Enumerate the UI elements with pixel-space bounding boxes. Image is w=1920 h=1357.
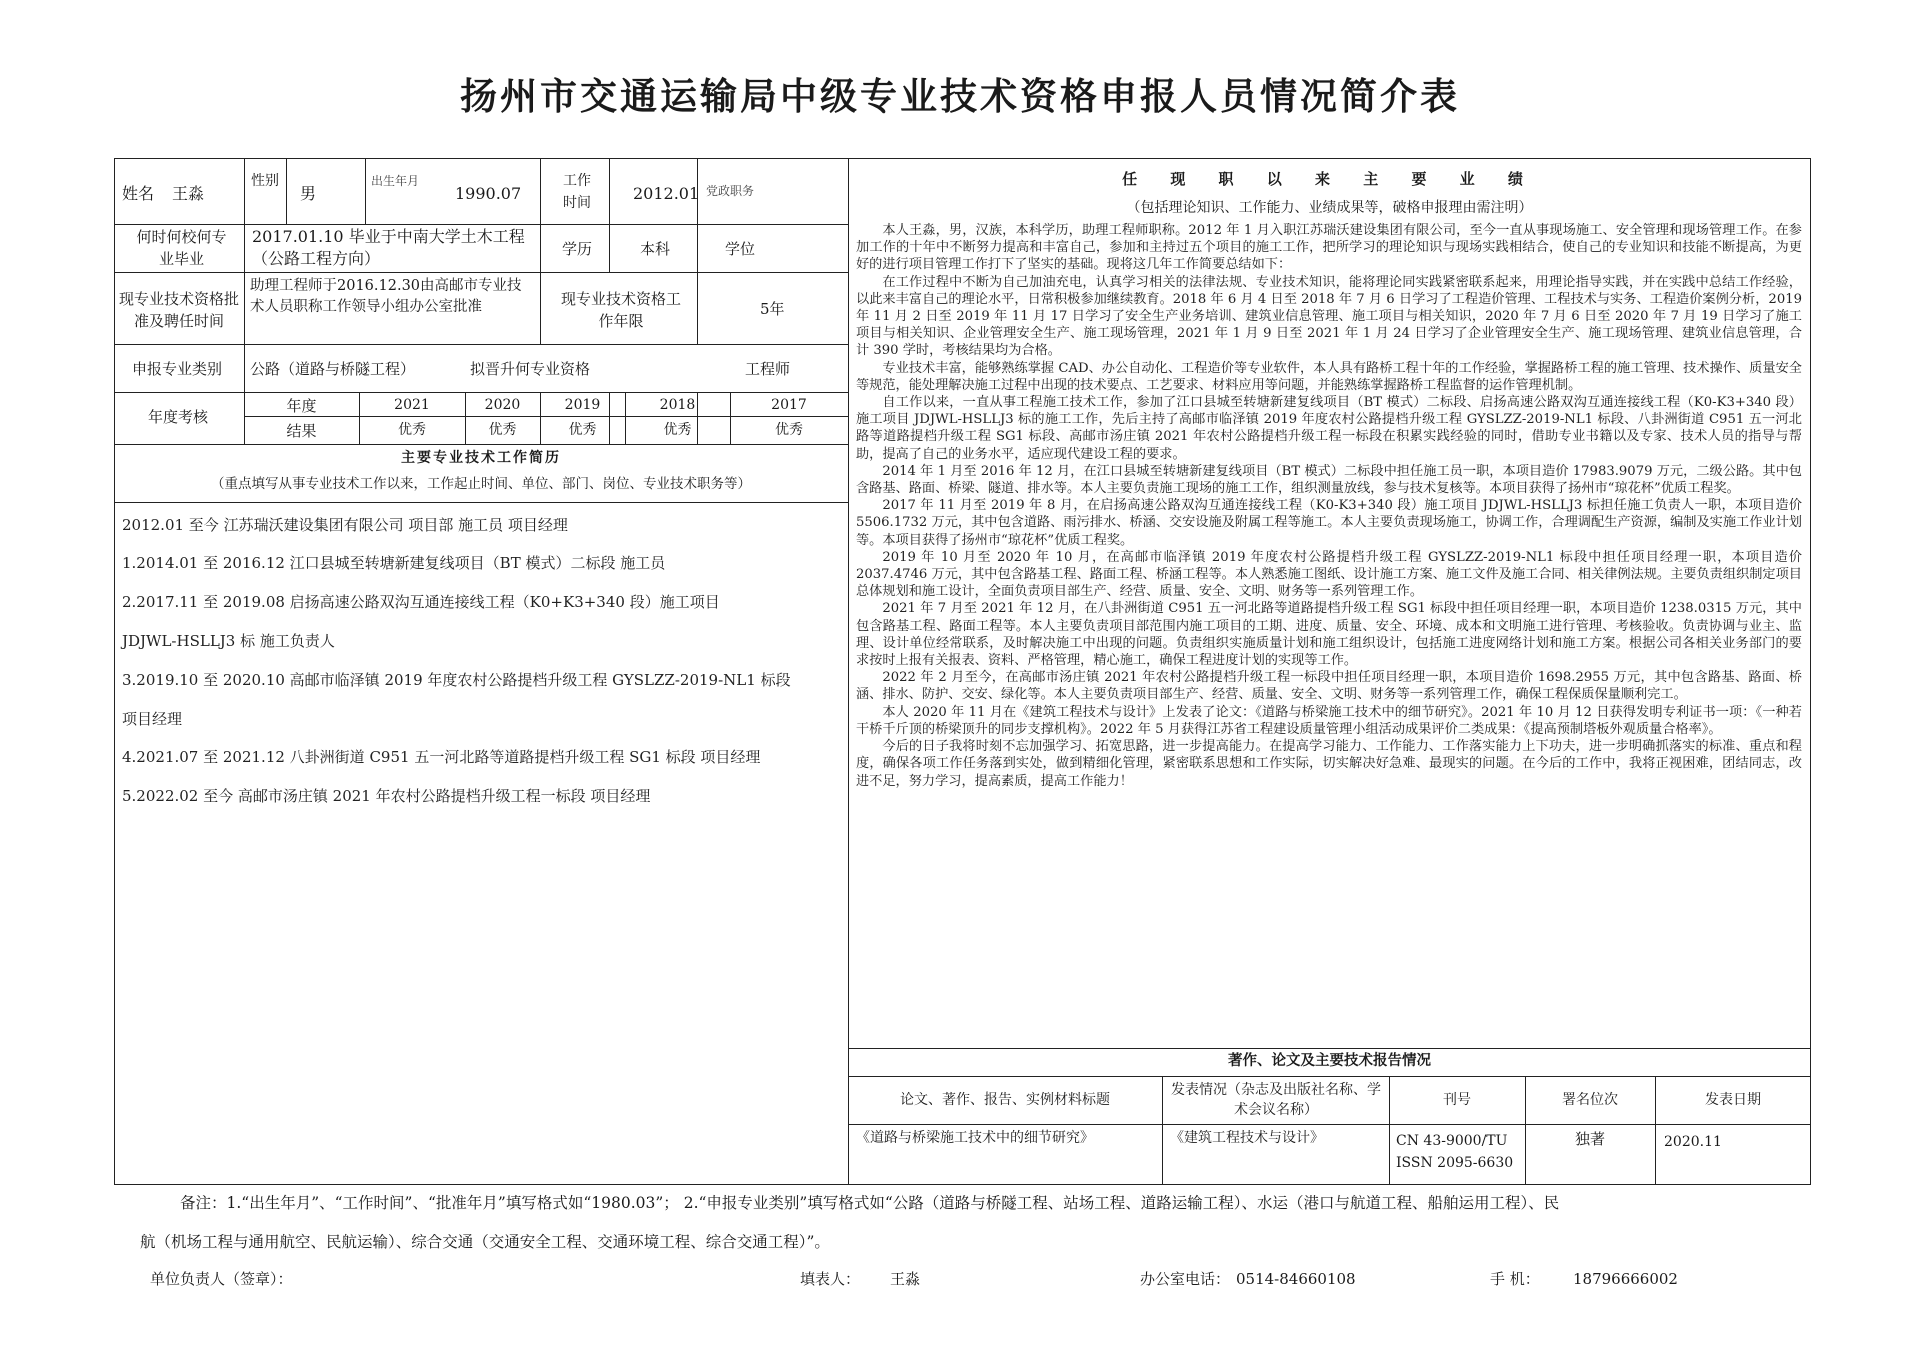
achievement-paragraph: 2017 年 11 月至 2019 年 8 月，在启扬高速公路双沟互通连接线工程（K0-K3+340 段）施工项目 JDJWL-HSLLJ3 标担任施工负责人一职，本项目造价 5506.1732 万元，其中包含道路、雨污排水、桥涵、交安设施及附属工程等施工。本人主要负责现场施工，协调工作，合理调配生产资源，编制及实施工作业计划等。本项目获得了扬州市“琼花杯”优质工程奖。 bbox=[856, 498, 1802, 548]
work-history-line: 3.2019.10 至 2020.10 高邮市临泽镇 2019 年度农村公路提档升级工程 GYSLZZ-2019-NL1 标段 bbox=[122, 671, 791, 689]
current-post-label: 党政职务 bbox=[706, 184, 755, 198]
work-history-line: 5.2022.02 至今 高邮市汤庄镇 2021 年农村公路提档升级工程一标段 项目经理 bbox=[122, 787, 651, 805]
work-history-line: 2.2017.11 至 2019.08 启扬高速公路双沟互通连接线工程（K0+K3+340 段）施工项目 bbox=[122, 593, 720, 611]
achievements-title: 任 现 职 以 来 主 要 业 绩 bbox=[1122, 170, 1537, 188]
office-phone-label: 办公室电话： bbox=[1140, 1270, 1231, 1288]
assessment-year: 2019 bbox=[564, 397, 601, 413]
achievement-paragraph: 2022 年 2 月至今，在高邮市汤庄镇 2021 年农村公路提档升级工程一标段中担任项目经理一职，本项目造价 1698.2955 万元，其中包含路基、路面、桥涵、排水、防护、交安、绿化等。本人主要负责项目部生产、经营、质量、安全、文明、财务等一系列管理工作，确保工程保质保量顺利完工。 bbox=[856, 670, 1802, 703]
assessment-year: 2020 bbox=[484, 397, 521, 413]
page-title: 扬州市交通运输局中级专业技术资格申报人员情况简介表 bbox=[460, 75, 1460, 118]
mobile-number: 18796666002 bbox=[1573, 1270, 1678, 1288]
paper-author-order: 独著 bbox=[1574, 1130, 1605, 1148]
assessment-result-label: 结果 bbox=[286, 422, 317, 440]
cert-value: 助理工程师于2016.12.30由高邮市专业技术人员职称工作领导小组办公室批准 bbox=[250, 278, 522, 315]
name-value: 王淼 bbox=[172, 184, 205, 203]
filler-name: 王淼 bbox=[890, 1270, 921, 1288]
apply-category-value: 公路（道路与桥隧工程） bbox=[250, 360, 416, 378]
apply-title-value: 工程师 bbox=[745, 360, 791, 378]
work-history-line: 项目经理 bbox=[122, 710, 183, 728]
assessment-result: 优秀 bbox=[398, 422, 426, 438]
papers-title: 著作、论文及主要技术报告情况 bbox=[1228, 1052, 1431, 1069]
graduation-label: 何时何校何专业毕业 bbox=[136, 228, 227, 268]
achievements-subtitle: （包括理论知识、工作能力、业绩成果等，破格申报理由需注明） bbox=[1126, 200, 1533, 216]
cert-years-value: 5年 bbox=[760, 300, 785, 318]
work-time-label: 工作时间 bbox=[563, 173, 591, 211]
degree-label: 学位 bbox=[725, 240, 756, 258]
footer-note-line-2: 航（机场工程与通用航空、民航运输）、综合交通（交通安全工程、交通环境工程、综合交通工程）”。 bbox=[140, 1233, 830, 1251]
assessment-year: 2021 bbox=[394, 397, 430, 413]
birth-value: 1990.07 bbox=[455, 184, 522, 203]
education-label: 学历 bbox=[562, 240, 593, 258]
work-history-line: 1.2014.01 至 2016.12 江口县城至转塘新建复线项目（BT 模式）二标段 施工员 bbox=[122, 554, 666, 572]
achievement-paragraph: 2019 年 10 月至 2020 年 10 月，在高邮市临泽镇 2019 年度农村公路提档升级工程 GYSLZZ-2019-NL1 标段中担任项目经理一职，本项目造价 2037.4746 万元，其中包含路基工程、路面工程、桥涵工程等。本人熟悉施工图纸、设计施工方案、施工文件及施工合同、相关律例法规。主要负责组织制定项目总体规划和施工设计，全面负责项目部生产、经营、质量、安全、文明、财务等一系列管理工作。 bbox=[856, 549, 1802, 600]
papers-header-date: 发表日期 bbox=[1705, 1092, 1761, 1108]
paper-date: 2020.11 bbox=[1664, 1134, 1722, 1150]
paper-publication: 《建筑工程技术与设计》 bbox=[1170, 1130, 1324, 1146]
name-label: 姓名 bbox=[122, 184, 155, 203]
mobile-label: 手 机： bbox=[1490, 1270, 1540, 1288]
cert-label: 现专业技术资格批准及聘任时间 bbox=[118, 290, 239, 330]
work-history-line: 4.2021.07 至 2021.12 八卦洲街道 C951 五一河北路等道路提档升级工程 SG1 标段 项目经理 bbox=[122, 748, 761, 766]
achievement-paragraph: 在工作过程中不断为自己加油充电，认真学习相关的法律法规、专业技术知识，能将理论同实践紧密联系起来，用理论指导实践，并在实践中总结工作经验，以此来丰富自己的理论水平，日常积极参加继续教育。2018 年 6 月 4 日至 2018 年 7 月 6 日学习了工程造价管理、工程技术与实务、工程造价案例分析，2019 年 11 月 2 日至 2019 年 11 月 17 日学习了安全生产业务培训、建筑业信息管理、施工项目与相关知识，2020 年 7 月 6 日至 2020 年 7 月 19 日学习了施工项目与相关知识、企业管理安全生产、施工现场管理，2021 年 1 月 9 日至 2021 年 1 月 24 日学习了企业管理安全生产、施工现场管理、建筑业信息管理，合计 390 学时，考核结果均为合格。 bbox=[856, 274, 1802, 359]
work-history-subtitle: （重点填写从事专业技术工作以来，工作起止时间、单位、部门、岗位、专业技术职务等） bbox=[211, 476, 751, 492]
apply-title-label: 拟晋升何专业资格 bbox=[470, 360, 591, 378]
achievement-paragraph: 今后的日子我将时刻不忘加强学习、拓宽思路，进一步提高能力。在提高学习能力、工作能力、工作落实能力上下功夫，进一步明确抓落实的标准、重点和程度，确保各项工作任务落到实处，做到精细化管理，紧密联系思想和工作实际，切实解决好急难、最现实的问题。在今后的工作中，我将正视困难，团结同志，改进不足，努力学习，提高素质，提高工作能力！ bbox=[856, 739, 1802, 789]
assessment-year-label: 年度 bbox=[286, 397, 317, 415]
papers-header-author-order: 署名位次 bbox=[1562, 1092, 1618, 1108]
office-phone: 0514-84660108 bbox=[1236, 1270, 1356, 1288]
work-history-line: 2012.01 至今 江苏瑞沃建设集团有限公司 项目部 施工员 项目经理 bbox=[122, 516, 568, 534]
assessment-result: 优秀 bbox=[775, 422, 803, 438]
unit-leader-label: 单位负责人（签章）： bbox=[150, 1270, 293, 1288]
assessment-year: 2017 bbox=[771, 397, 807, 413]
education-value: 本科 bbox=[640, 240, 671, 258]
achievement-paragraph: 2014 年 1 月至 2016 年 12 月，在江口县城至转塘新建复线项目（BT 模式）二标段中担任施工员一职，本项目造价 17983.9079 万元，二级公路。其中包含路基、路面、桥梁、隧道、排水等。本人主要负责施工现场的施工工作，组织测量放线，参与技术复核等。本项目获得了扬州市“琼花杯”优质工程奖。 bbox=[856, 463, 1802, 497]
assessment-result: 优秀 bbox=[663, 422, 692, 438]
achievement-paragraph: 本人 2020 年 11 月在《建筑工程技术与设计》上发表了论文：《道路与桥梁施工技术中的细节研究》。2021 年 10 月 12 日获得发明专利证书一项：《一种若干桥千斤顶的桥梁顶升的同步支撑机构》。2022 年 5 月获得江苏省工程建设质量管理小组活动成果评价二类成果：《提高预制塔板外观质量合格率》。 bbox=[856, 704, 1802, 737]
achievements-body bbox=[856, 222, 1802, 1042]
papers-header-issn: 刊号 bbox=[1443, 1092, 1471, 1108]
papers-header-publication: 发表情况（杂志及出版社名称、学术会议名称） bbox=[1171, 1082, 1381, 1118]
assessment-year: 2018 bbox=[659, 397, 696, 413]
paper-title: 《道路与桥梁施工技术中的细节研究》 bbox=[856, 1130, 1094, 1146]
assessment-result: 优秀 bbox=[488, 422, 517, 438]
gender-value: 男 bbox=[300, 184, 317, 203]
work-history-line: JDJWL-HSLLJ3 标 施工负责人 bbox=[122, 632, 335, 650]
gender-label: 性别 bbox=[251, 173, 279, 189]
work-history-title: 主要专业技术工作简历 bbox=[401, 450, 561, 466]
center-divider bbox=[848, 158, 849, 1185]
assessment-result: 优秀 bbox=[568, 422, 597, 438]
filler-label: 填表人： bbox=[800, 1270, 861, 1288]
apply-category-label: 申报专业类别 bbox=[132, 360, 223, 378]
papers-header-title: 论文、著作、报告、实例材料标题 bbox=[900, 1092, 1110, 1108]
graduation-value: 2017.01.10 毕业于中南大学土木工程（公路工程方向） bbox=[252, 227, 525, 268]
achievement-paragraph: 本人王淼，男，汉族，本科学历，助理工程师职称。2012 年 1 月入职江苏瑞沃建设集团有限公司，至今一直从事现场施工、安全管理和现场管理工作。在参加工作的十年中不断努力提高和丰富自己，参加和主持过五个项目的施工工作，把所学习的理论知识与现场实践相结合，使自己的专业知识和技能不断提高，为更好的进行项目管理工作打下了坚实的基础。现将这几年工作简要总结如下： bbox=[856, 223, 1802, 273]
assessment-label: 年度考核 bbox=[148, 408, 209, 426]
work-time-value: 2012.01 bbox=[633, 184, 700, 203]
paper-issn: CN 43-9000/TU ISSN 2095-6630 bbox=[1396, 1133, 1514, 1171]
achievement-paragraph: 自工作以来，一直从事工程施工技术工作，参加了江口县城至转塘新建复线项目（BT 模式）二标段、启扬高速公路双沟互通连接线工程（K0-K3+340 段）施工项目 JDJWL-HSLLJ3 标的施工工作，先后主持了高邮市临泽镇 2019 年度农村公路提档升级工程 GYSLZZ-2019-NL1 标段、八卦洲街道 C951 五一河北路等道路提档升级工程 SG1 标段、高邮市汤庄镇 2021 年农村公路提档升级工程一标段在积累实践经验的同时，借助专业书籍以及专家、技术人员的指导与帮助，提高了自己的业务水平，适应现代建设工程的要求。 bbox=[856, 395, 1802, 462]
footer-note-line-1: 备注：1.“出生年月”、“工作时间”、“批准年月”填写格式如“1980.03”； 2.“申报专业类别”填写格式如“公路（道路与桥隧工程、站场工程、道路运输工程）、水运（港口与航道工程、船舶运用工程）、民 bbox=[180, 1194, 1560, 1212]
achievement-paragraph: 专业技术丰富，能够熟练掌握 CAD、办公自动化、工程造价等专业软件，本人具有路桥工程十年的工作经验，掌握路桥工程的施工管理、技术操作、质量安全等规范，能处理解决施工过程中出现的技术要点、工艺要求、材料应用等问题，并能熟练掌握路桥工程监督的运作管理机制。 bbox=[856, 360, 1802, 393]
achievement-paragraph: 2021 年 7 月至 2021 年 12 月，在八卦洲街道 C951 五一河北路等道路提档升级工程 SG1 标段中担任项目经理一职，本项目造价 1238.0315 万元，其中包含路基工程、路面工程等。本人主要负责项目部范围内施工项目的工期、进度、质量、安全、环境、成本和文明施工进行管理、考核验收。负责协调与业主、监理、设计单位经常联系，及时解决施工中出现的问题。负责组织实施质量计划和施工组织设计，包括施工进度网络计划和施工方案。根据公司各相关业务部门的要求按时上报有关报表、资料、严格管理，精心施工，确保工程进度计划的实现等工作。 bbox=[856, 601, 1802, 669]
cert-years-label: 现专业技术资格工作年限 bbox=[560, 290, 681, 330]
birth-label: 出生年月 bbox=[370, 174, 419, 188]
